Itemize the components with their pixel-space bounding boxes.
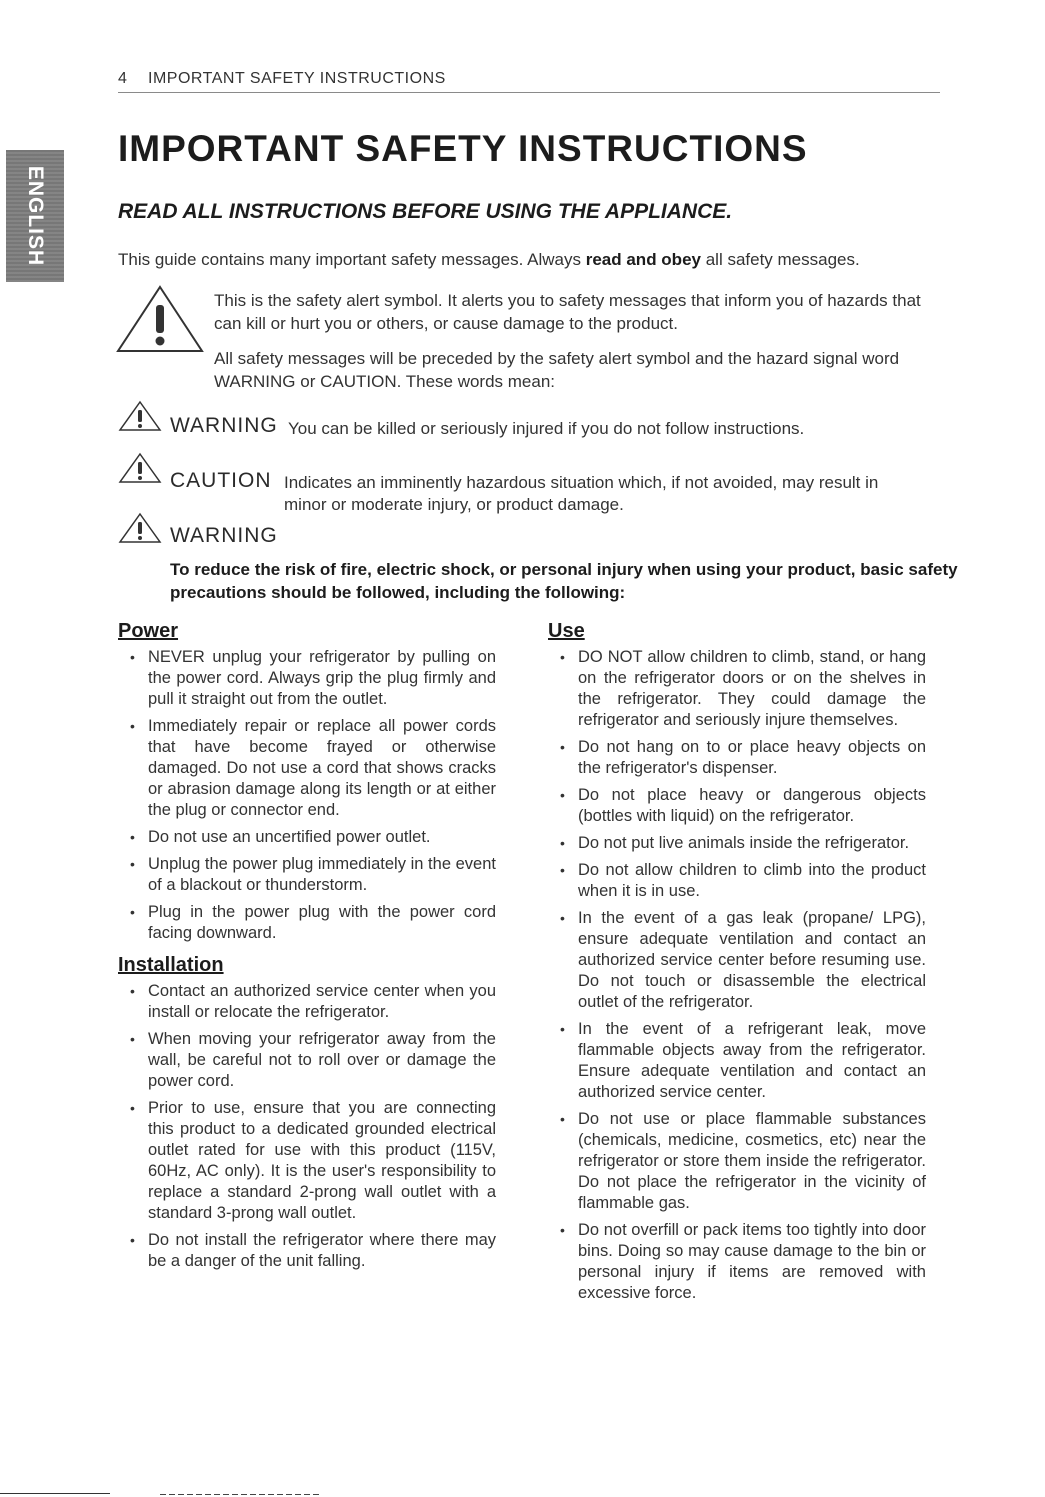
list-item: • Contact an authorized service center when you install or relocate the refrigerator. [130,982,496,1021]
intro-text-before: This guide contains many important safety messages. Always [118,250,586,269]
installation-list [118,981,496,1272]
list-item: • In the event of a refrigerant leak, move flammable objects away from the refrigerator. Ensure adequate ventilation and contact an authorized service center. [560,1020,926,1101]
page-header [118,70,940,93]
warning-heading: WARNING [170,524,278,547]
intro-paragraph [118,250,948,270]
section-power [118,620,496,944]
warning-definition [118,400,948,438]
caution-signal-description-line-1: Indicates an imminently hazardous situation which, if not avoided, may result in [284,473,879,492]
running-title: IMPORTANT SAFETY INSTRUCTIONS [148,70,446,87]
list-item: • Do not hang on to or place heavy objects on the refrigerator's dispenser. [560,738,926,777]
caution-alert-icon [118,452,162,484]
list-item: • Do not use an uncertified power outlet. [130,828,431,846]
list-item: • Do not allow children to climb into the product when it is in use. [560,861,926,900]
list-item: • Do not install the refrigerator where there may be a danger of the unit falling. [130,1231,496,1270]
section-installation [118,954,496,1272]
safety-alert-icon [116,285,204,353]
caution-signal-word: CAUTION [170,469,272,492]
list-item: • Plug in the power plug with the power cord facing downward. [130,903,496,942]
alert-symbol-description: This is the safety alert symbol. It alerts you to safety messages that inform you of hazards that can kill or hurt you or others, or cause damage to the product. [214,291,921,333]
list-item: • Prior to use, ensure that you are connecting this product to a dedicated grounded electrical outlet rated for use with this product (115V, 60Hz, AC only). It is the user's responsibility to replace a standard 2-prong wall outlet with a standard 3-prong wall outlet. [130,1099,496,1222]
intro-text-bold: read and obey [585,250,701,269]
signal-word-description: All safety messages will be preceded by the safety alert symbol and the hazard signal word WARNING or CAUTION. These words mean: [214,349,900,391]
caution-definition [118,452,948,512]
list-item: • When moving your refrigerator away from the wall, be careful not to roll over or damage the power cord. [130,1030,496,1090]
list-item: • DO NOT allow children to climb, stand, or hang on the refrigerator doors or on the shelves in the refrigerator. They could damage the refrigerator and seriously injure themselves. [560,648,926,729]
warning-signal-description: You can be killed or seriously injured if you do not follow instructions. [288,419,805,438]
list-item: • Do not place heavy or dangerous objects (bottles with liquid) on the refrigerator. [560,786,926,825]
power-list [118,647,496,944]
warning-signal-word: WARNING [170,414,278,437]
footer-rule [0,1493,110,1494]
list-item: • Do not overfill or pack items too tightly into door bins. Doing so may cause damage to the bin or personal injury if items are removed with excessive force. [560,1221,926,1302]
language-tab [6,150,64,282]
left-column [118,620,496,1278]
section-use [548,620,926,1304]
use-list [548,647,926,1304]
intro-text-after: all safety messages. [700,250,860,269]
warning-notice: To reduce the risk of fire, electric shock, or personal injury when using your product, basic safety precautions should be followed, including the following: [170,560,958,602]
warning-alert-icon [118,400,162,432]
warning-block [118,512,418,546]
footer-rule [160,1494,320,1495]
page-subtitle: READ ALL INSTRUCTIONS BEFORE USING THE APPLIANCE. [118,200,733,223]
section-heading-power: Power [118,620,179,642]
list-item: • NEVER unplug your refrigerator by pulling on the power cord. Always grip the plug firmly and pull it straight out from the outlet. [130,648,496,708]
list-item: • In the event of a gas leak (propane/ LPG), ensure adequate ventilation and contact an authorized service center before resuming use. Do not touch or disassemble the electrical outlet of the refrigerator. [560,909,926,1011]
list-item: • Unplug the power plug immediately in the event of a blackout or thunderstorm. [130,855,496,894]
warning-alert-icon [118,512,162,544]
page-title: IMPORTANT SAFETY INSTRUCTIONS [118,128,808,169]
page-number: 4 [118,70,128,87]
language-tab-label: ENGLISH [24,165,47,267]
list-item: • Do not use or place flammable substances (chemicals, medicine, cosmetics, etc) near the refrigerator or store them inside the refrigerator. Do not place the refrigerator in the vicinity of flammable gas. [560,1110,926,1212]
section-heading-use: Use [548,620,585,642]
list-item: • Immediately repair or replace all power cords that have become frayed or otherwise damaged. Do not use a cord that shows cracks or abrasion damage along its length or at either the plug or connector end. [130,717,496,819]
list-item: • Do not put live animals inside the refrigerator. [560,834,910,852]
right-column [548,620,926,1310]
caution-signal-description-line-2: minor or moderate injury, or product damage. [284,495,624,514]
section-heading-installation: Installation [118,954,224,976]
